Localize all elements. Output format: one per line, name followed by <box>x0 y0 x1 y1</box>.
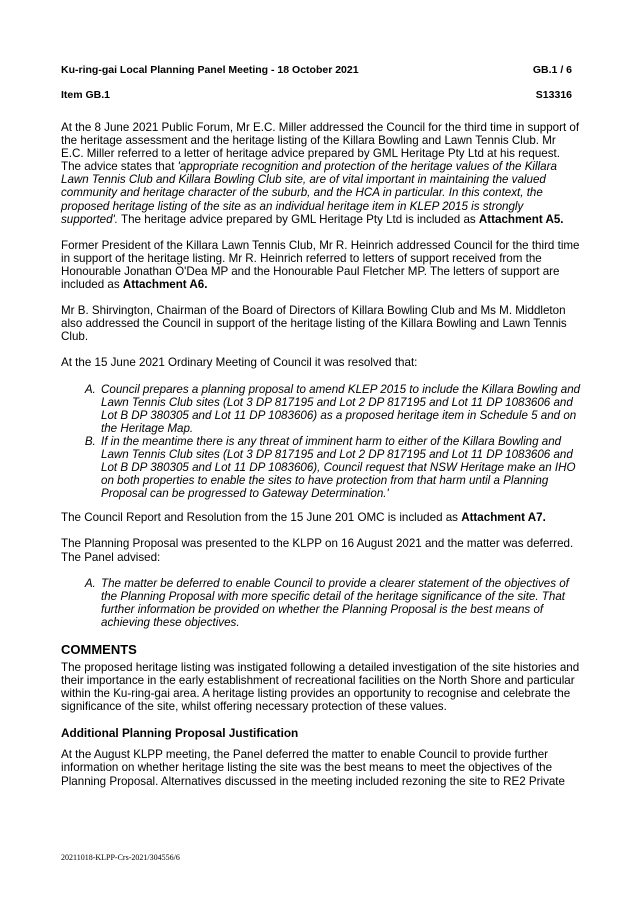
heritage-advice-quote: 'appropriate recognition and protection of the heritage values of the Killara Lawn Tennis Club and Killara Bowling Club site, are of vital important in maintaining the valued community and heritage character of the suburb, and the HCA in particular. In this context, the proposed heritage listing of the site as an individual heritage item in KLEP 2015 is strongly supported'. <box>61 160 557 226</box>
paragraph-text: Former President of the Killara Lawn Tennis Club, Mr R. Heinrich addressed Council for the third time in support of the heritage listing. Mr R. Heinrich referred to letters of support received from the Honourable Jonathan O'Dea MP and the Honourable Paul Fletcher MP. The letters of support are included as <box>61 238 580 292</box>
paragraph-justification: At the August KLPP meeting, the Panel deferred the matter to enable Council to provide further information on whether heritage listing the site was the best means to meet the objectives of the Planning Proposal. Alternatives discussed in the meeting included rezoning the site to RE2 Private <box>61 748 565 788</box>
comments-heading: COMMENTS <box>61 642 137 657</box>
paragraph-text: The Council Report and Resolution from the 15 June 201 OMC is included as <box>61 511 462 525</box>
justification-heading: Additional Planning Proposal Justification <box>61 726 299 741</box>
meeting-title: Ku-ring-gai Local Planning Panel Meeting - 18 October 2021 <box>61 64 359 76</box>
panel-advice-item-a: A. The matter be deferred to enable Council to provide a clearer statement of the objectives of the Planning Proposal with more specific detail of the heritage significance of the site. That further information be provided on whether the Planning Proposal is the best means of achieving these objectives. <box>99 577 581 629</box>
paragraph-council-report <box>61 511 581 524</box>
attachment-a5-ref: Attachment A5. <box>478 212 564 226</box>
paragraph-public-forum <box>61 121 581 226</box>
paragraph-resolution-intro: At the 15 June 2021 Ordinary Meeting of Council it was resolved that: <box>61 356 418 370</box>
paragraph-text: The heritage advice prepared by GML Heritage Pty Ltd is included as <box>118 212 479 226</box>
resolution-list <box>61 383 581 501</box>
document-footer-reference: 20211018-KLPP-Crs-2021/304556/6 <box>61 853 180 862</box>
paragraph-comments: The proposed heritage listing was instigated following a detailed investigation of the site histories and their importance in the early establishment of recreational facilities on the North Shore and particular within the Ku-ring-gai area. A heritage listing provides an opportunity to recognise and celebrate the significance of the site, whilst offering necessary protection of these values. <box>61 661 580 714</box>
resolution-item-b: B. If in the meantime there is any threat of imminent harm to either of the Killara Bowling and Lawn Tennis Club sites (Lot 3 DP 817195 and Lot 2 DP 817195 and Lot 11 DP 1083606 and Lot B DP 380305 and Lot 11 DP 1083606), Council request that NSW Heritage make an IHO on both properties to enable the sites to have protection from that harm until a Planning Proposal can be progressed to Gateway Determination.' <box>99 435 581 500</box>
resolution-item-a: A. Council prepares a planning proposal to amend KLEP 2015 to include the Killara Bowling and Lawn Tennis Club sites (Lot 3 DP 817195 and Lot 2 DP 817195 and Lot 11 DP 1083606 and Lot B DP 380305 and Lot 11 DP 1083606) as a proposed heritage item in Schedule 5 and on the Heritage Map. <box>99 383 581 435</box>
page-reference: GB.1 / 6 <box>532 64 572 76</box>
attachment-a6-ref: Attachment A6. <box>122 278 208 292</box>
paragraph-text: At the 8 June 2021 Public Forum, Mr E.C. Miller addressed the Council for the third time in support of the heritage assessment and the heritage listing of the Killara Bowling and Lawn Tennis Club. Mr E.C. Miller referred to a letter of heritage advice prepared by GML Heritage Pty Ltd at his request. The advice states that <box>61 121 580 174</box>
panel-advice-list <box>61 577 581 629</box>
reference-number: S13316 <box>535 89 572 101</box>
document-body <box>61 121 581 801</box>
paragraph-klpp-deferred: The Planning Proposal was presented to the KLPP on 16 August 2021 and the matter was deferred. The Panel advised: <box>61 537 574 564</box>
item-label: Item GB.1 <box>61 89 111 101</box>
paragraph-heinrich <box>61 239 581 291</box>
paragraph-shirvington: Mr B. Shirvington, Chairman of the Board of Directors of Killara Bowling Club and Ms M. Middleton also addressed the Council in support of the heritage listing of the Killara Bowling and Lawn Tennis Club. <box>61 304 567 344</box>
attachment-a7-ref: Attachment A7. <box>461 511 546 525</box>
